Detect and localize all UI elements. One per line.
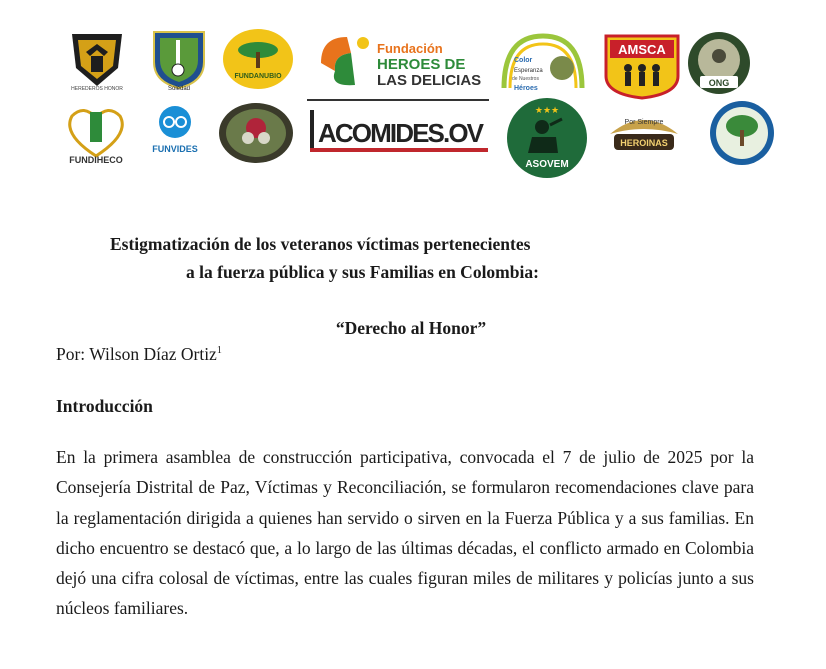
logo-heroinas-line1: Por Siempre — [624, 119, 664, 126]
logo-crest-shield — [144, 26, 214, 92]
logo-funvides — [144, 104, 206, 156]
logo-fundacion-line3: LAS DELICIAS — [377, 72, 482, 89]
logo-tree-emblem — [708, 100, 776, 166]
logo-color-line5: Héroes — [514, 85, 538, 92]
logo-fundiheco — [54, 98, 138, 166]
logo-color-line3: Esperanza — [514, 68, 543, 74]
document-title-line2: a la fuerza pública y sus Familias en Colombia: — [186, 262, 539, 282]
logo-fundiheco-text: FUNDIHECO — [69, 155, 123, 165]
logo-heroes-honor-text: HEREDEROS HONOR — [71, 86, 123, 92]
logo-funvides-text: FUNVIDES — [152, 144, 198, 154]
logo-acomides — [306, 104, 492, 156]
section-heading: Introducción — [56, 396, 153, 416]
logo-fundanubio-text: FUNDANUBIO — [234, 73, 282, 80]
logo-amsca — [602, 32, 682, 100]
logo-fundacion-line1: Fundación — [377, 41, 443, 56]
logo-fundanubio — [222, 28, 294, 90]
document-subtitle-text: “Derecho al Honor” — [335, 318, 487, 338]
logo-color-line4: de Nuestros — [512, 76, 539, 82]
logo-fundacion-line2: HEROES DE — [377, 56, 466, 73]
logo-color-line1: Color — [514, 57, 533, 64]
logo-color-esperanza — [498, 28, 588, 96]
logo-asovem-text: ASOVEM — [525, 159, 569, 170]
logo-ninos-heroes — [686, 30, 752, 96]
intro-paragraph: En la primera asamblea de construcción participativa, convocada el 7 de julio de 2025 por la Consejería Distrital de Paz, Víctimas y Reconciliación, se formularon recomendaciones clave para la reglamentación dirigida a quienes han servido o sirven en la Fuerza Pública y a sus familias. En dicho encuentro se destacó que, a lo largo de las últimas décadas, el conflicto armado en Colombia dejó una cifra colosal de víctimas, entre las cuales figuran miles de militares y policías junto a sus núcleos familiares. — [56, 447, 754, 619]
author-name: Por: Wilson Díaz Ortiz — [56, 344, 217, 364]
logo-ninos-sub: ONG — [708, 78, 730, 88]
logo-heroinas-line2: HEROINAS — [620, 138, 668, 148]
logo-crest-shield-text: Soledad — [167, 86, 191, 92]
author-footnote-marker[interactable]: 1 — [216, 345, 222, 357]
logo-asovem — [506, 97, 588, 179]
document-subtitle — [0, 318, 826, 339]
logo-rose-emblem — [218, 102, 294, 164]
logo-fundacion-heroes — [307, 27, 489, 101]
logo-heroinas — [604, 104, 684, 166]
logo-heroes-honor — [64, 28, 130, 92]
document-title-line1: Estigmatización de los veteranos víctimas pertenecientes — [110, 234, 531, 254]
logo-acomides-text: ACOMIDES.OV — [318, 118, 484, 148]
svg-text:★★★: ★★★ — [534, 105, 560, 115]
document-author — [56, 344, 222, 365]
logo-amsca-text: AMSCA — [618, 42, 666, 57]
